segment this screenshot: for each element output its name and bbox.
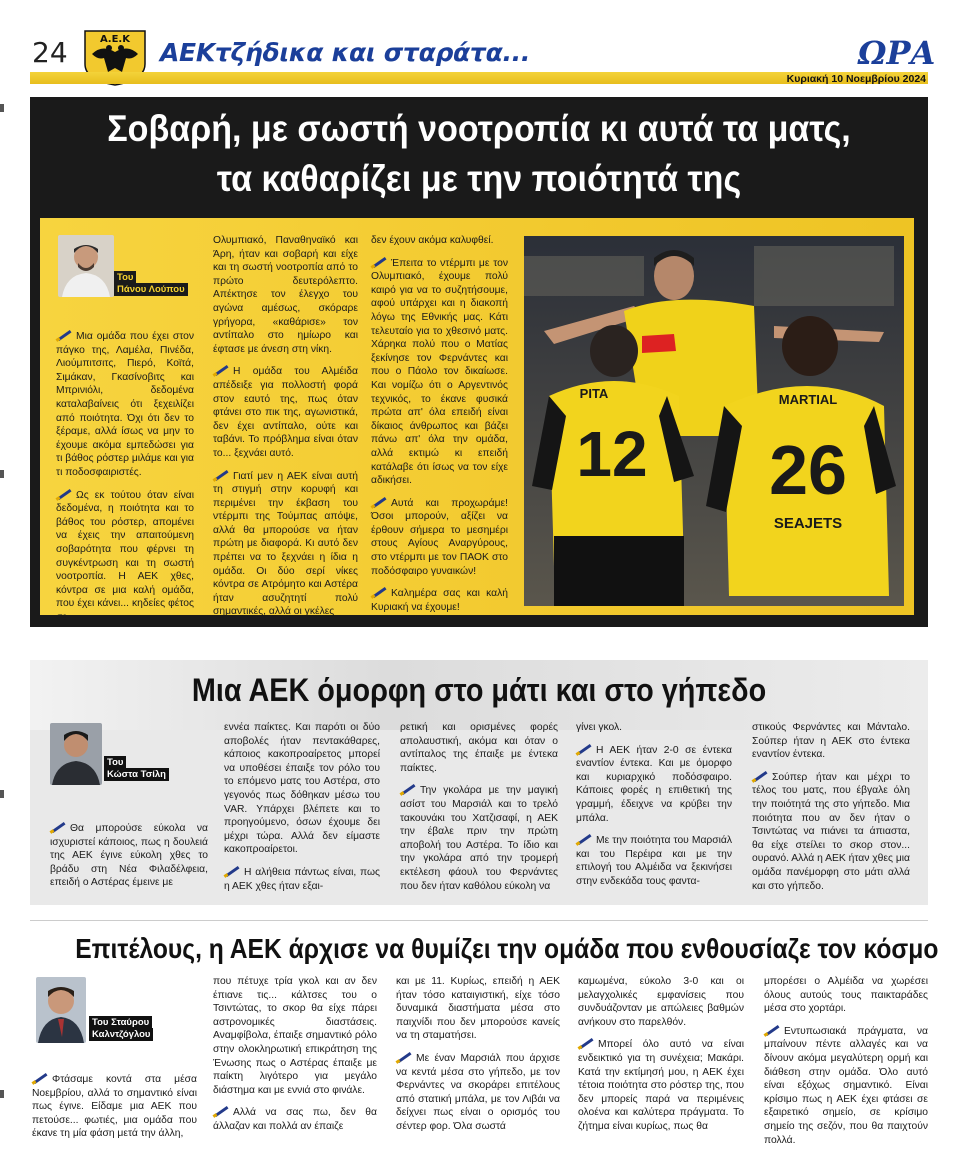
paragraph: Καλημέρα σας και καλή Κυριακή να έχουμε! [371, 588, 508, 613]
pen-icon [578, 1037, 594, 1049]
newspaper-brand: ΩΡΑ [858, 34, 936, 72]
headline-line-2: τα καθαρίζει με την ποιότητά της [216, 158, 742, 199]
divider [30, 920, 928, 921]
paragraph: Η αλήθεια πάντως είναι, πως η ΑΕΚ χθες ήταν εξαι- [224, 866, 380, 892]
paragraph: Η ομάδα του Αλμέιδα απέδειξε για πολλοστή φορά στον εαυτό της, πως όταν φτάνει στο πικ της, αγωνιστικά, δεν έχει αντίπαλο, ούτε και ταβάνι. Το πρόβλημα είναι όταν το... ξεχνάει αυτό. [213, 366, 358, 459]
article-3-column-5 [764, 975, 928, 1147]
paragraph: Ολυμπιακό, Παναθηναϊκό και Άρη, ήταν και σοβαρή και είχε και τη σωστή νοοτροπία από το πρώτο δευτερόλεπτο. Απέκτησε τον έλεγχο του αγώνα αμέσως, σκόραρε γρήγορα, «καθάρισε» τον αντίπαλο στο ημίωρο και έφτασε με άνεση στη νίκη. [213, 235, 358, 355]
article-2-column-1 [50, 821, 208, 890]
article-2-column-5 [752, 721, 910, 893]
author-name: Καλντζόγλου [89, 1028, 153, 1041]
author-prefix: Του [114, 271, 136, 284]
margin-mark [0, 790, 4, 798]
paragraph: Αυτά και προχωράμε! Όσοι μπορούν, αξίζει να έρθουν σήμερα το μεσημέρι στους Αγίους Αναργύρους, στο ντέρμπι με τον ΠΑΟΚ στο ποδόσφαιρο γυναικών! [371, 497, 508, 577]
paragraph: Σούπερ ήταν και μέχρι το τέλος του ματς, που έβγαλε όλη την ποιότητά της στο γήπεδο. Μια ποιότητα που αν δεν ήταν ο Τσιντώτας να πιάνει τα άπιαστα, θα είχε στείλει το σκορ στον... ουρανό. Αλλά η ΑΕΚ ήταν χθες μια ομάδα πανέμορφη στο μάτι αλλά και στο γήπεδο. [752, 771, 910, 892]
margin-mark [0, 104, 4, 112]
article-3-column-4 [578, 975, 744, 1134]
paragraph: Θα μπορούσε εύκολα να ισχυριστεί κάποιος, πως η δουλειά της ΑΕΚ έγινε εύκολη χθες το βράδυ στη Νέα Φιλαδέλφεια, επειδή ο Αστέρας έμεινε με [50, 823, 208, 889]
article-2-column-4 [576, 721, 732, 889]
pen-icon [50, 821, 66, 833]
jersey-number-left: 12 [576, 418, 648, 490]
match-photo [524, 236, 904, 606]
paragraph: Η ΑΕΚ ήταν 2-0 σε έντεκα εναντίον έντεκα. Και με όμορφο και κυριαρχικό ποδόσφαιρο. Κάποιες φορές η επιθετική της γραμμή, έδειχνε να κρύβει την μπάλα. [576, 744, 732, 824]
paragraph: που πέτυχε τρία γκολ και αν δεν έπιανε τις... κάλτσες του ο Τσιντώτας, το σκορ θα είχε πάρει αστρονομικές διαστάσεις. Αναμφίβολα, έπαιξε σημαντικό ρόλο στην ολοκληρωτική επικράτηση της Ένωσης πως ο Αστέρας έπαιξε με παίκτη λιγότερο για μεγάλο διάστημα και με εννιά στο φινάλε. [213, 976, 377, 1096]
logo-text: Α.Ε.Κ [100, 34, 130, 45]
paragraph: καμωμένα, εύκολο 3-0 και οι μελαγχολικές εμφανίσεις που συνδυάζονταν με απώλειες βαθμών ανήκουν στο παρελθόν. [578, 976, 744, 1028]
jersey-name-right: MARTIAL [778, 392, 838, 407]
paragraph: Μια ομάδα που έχει στον πάγκο της, Λαμέλα, Πινέδα, Λιούμπιτσιτς, Πιερό, Κοϊτά, Σιμάκαν, Γκασίνοβιτς και Μπρινιόλι, δεδομένα καταλαβαίνεις ότι ξεχειλίζει από ποιότητα. Όχι ότι δεν το ξέραμε, αλλά ίσως να μην το έχουμε ακόμα εμπεδώσει για τι βάθος ρόστερ μιλάμε και για τι ποδοσφαιριστές. [56, 331, 194, 478]
pen-icon [576, 833, 592, 845]
paragraph: Ως εκ τούτου όταν είναι δεδομένα, η ποιότητα και το βάθος του ρόστερ, απομένει να έχεις την απαιτούμενη σοβαρότητα που φέρνει τη συγκέντρωση και τη σωστή νοοτροπία. Η ΑΕΚ χθες, κόντρα σε μια καλή ομάδα, που έχει κάνει... κηδείες φέτος σε [56, 489, 194, 623]
article-1-column-2 [213, 234, 358, 619]
author-name: Κώστα Τσίλη [104, 768, 169, 781]
paragraph: στικούς Φερνάντες και Μάνταλο. Σούπερ ήταν η ΑΕΚ στο έντεκα εναντίον έντεκα. [752, 722, 910, 761]
article-3-column-3 [396, 975, 560, 1134]
author-avatar [58, 235, 114, 297]
author-name: Πάνου Λούπου [114, 283, 188, 296]
pen-icon [213, 1105, 229, 1117]
pen-icon [396, 1051, 412, 1063]
headline-line-1: Σοβαρή, με σωστή νοοτροπία κι αυτά τα ματς, [107, 108, 851, 149]
pen-icon [56, 488, 72, 500]
margin-mark [0, 1090, 4, 1098]
jersey-sponsor: SEAJETS [773, 515, 843, 532]
paragraph: Με την ποιότητα του Μαρσιάλ και του Περέιρα και με την επιλογή του Αλμέιδα να ξεκινήσει στην ενδεκάδα τους φαντα- [576, 835, 732, 887]
pen-icon [371, 496, 387, 508]
pen-icon [400, 783, 416, 795]
pen-icon [213, 469, 229, 481]
pen-icon [576, 743, 592, 755]
paragraph: ρετική και ορισμένες φορές απολαυστική, ακόμα και όταν ο αντίπαλος της έπαιξε με έντεκα παίκτες. [400, 722, 558, 774]
jersey-name-left: PITA [579, 386, 609, 401]
article-1-headline [66, 104, 892, 204]
issue-date: Κυριακή 10 Νοεμβρίου 2024 [786, 73, 926, 85]
paragraph: Μπορεί όλο αυτό να είναι ενδεικτικό για τη συνέχεια; Μακάρι. Κατά την εκτίμησή μου, η ΑΕΚ έχει τέτοια ποιότητα στο ρόστερ της, που δεν μπορείς παρά να περιμένεις ολοένα και καλύτερα πράγματα. Το ζήτημα είναι κυρίως, πως θα [578, 1039, 744, 1132]
paragraph: δεν έχουν ακόμα καλυφθεί. [371, 235, 494, 246]
author-avatar [36, 977, 86, 1043]
paragraph: Γιατί μεν η ΑΕΚ είναι αυτή τη στιγμή στην κορυφή και περιμένει την έκβαση του ντέρμπι της Τούμπας απόψε, αλλά θα μπορούσε να ήταν πρώτη με διαφορά. Κι αυτό δεν πρέπει να το ξεχνάει η ίδια η ομάδα. Οι δύο σερί νίκες κόντρα σε Ατρόμητο και Αστέρα ήταν ασυζητητί πολύ σημαντικές, αλλά οι γκέλες [213, 470, 358, 618]
pen-icon [371, 256, 387, 268]
pen-icon [752, 770, 768, 782]
paragraph: Φτάσαμε κοντά στα μέσα Νοεμβρίου, αλλά το σημαντικό είναι πως έγινε. Είδαμε μια ΑΕΚ που πετούσε... φωτιές, μια ομάδα που έκανε τη μία φάση μετά την άλλη, [32, 1074, 197, 1140]
paragraph: και με 11. Κυρίως, επειδή η ΑΕΚ ήταν τόσο καταιγιστική, είχε τόσο δυναμικά διαστήματα μέσα στο παιχνίδι που δεν μπορούσε κανείς να τη σταματήσει. [396, 976, 560, 1042]
margin-mark [0, 470, 4, 478]
article-2-column-2 [224, 721, 380, 893]
pen-icon [56, 329, 72, 341]
paragraph: εννέα παίκτες. Και παρότι οι δύο αποβολές ήταν πεντακάθαρες, κάποιος κακοπροαίρετος μπορεί να υποθέσει έπαιξε τον ρόλο του το επόμενο ματς του Αστέρα, στο γεγονός πως δόθηκαν μέσω του VAR. Υπάρχει βλέπετε και το προηγούμενο, όσων έχουμε δει μέχρι τώρα. Αλλά δεν είμαστε κακοπροαίρετοι. [224, 722, 380, 856]
pen-icon [213, 364, 229, 376]
pen-icon [224, 865, 240, 877]
section-title: ΑΕΚτζήδικα και σταράτα... [160, 38, 531, 67]
page-number: 24 [32, 36, 68, 69]
paragraph: Έπειτα το ντέρμπι με τον Ολυμπιακό, έχουμε πολύ καιρό για να το συζητήσουμε, αφού υπάρχει και η διακοπή λόγω της Εθνικής μας. Κάτι τελευταίο για το χθεσινό ματς. Χάρηκα πολύ που ο Ματίας ξεκίνησε τον Φερνάντες και που ο Πάολο τον δικαίωσε. Και νομίζω ότι ο Αργεντινός τεχνικός, το έκανε φυσικά πρώτα απ' όλα επειδή είναι δίκαιος άνθρωπος και βάζει πάνω απ' όλα την ομάδα, αλλά εκτιμώ κι επειδή κατάλαβε ότι ίσως να τον είχε αδικήσει. [371, 257, 508, 487]
paragraph: Την γκολάρα με την μαγική ασίστ του Μαρσιάλ και το τρελό τακουνάκι του Χατζισαφί, η ΑΕΚ την έβαλε πριν την πρώτη αποβολή του Αστέρα. Το ίδιο και την γκολάρα από την τρομερή εκτέλεση φάουλ του Φερνάντες που δεν ήταν καθόλου εύκολη να [400, 785, 558, 892]
author-prefix: Του [104, 756, 126, 769]
article-1-column-1 [56, 329, 194, 624]
article-2-column-3 [400, 721, 558, 893]
pen-icon [32, 1072, 48, 1084]
jersey-number-right: 26 [769, 431, 847, 509]
pen-icon [371, 586, 387, 598]
paragraph: γίνει γκολ. [576, 722, 623, 733]
pen-icon [764, 1024, 780, 1036]
author-prefix: Του Σταύρου [89, 1016, 152, 1029]
article-3-column-1 [32, 1072, 197, 1141]
article-1-column-3 [371, 234, 508, 614]
paragraph: μπορέσει ο Αλμέιδα να χωρέσει όλους αυτούς τους παικταράδες μέσα στο χορτάρι. [764, 976, 928, 1015]
paragraph: Με έναν Μαρσιάλ που άρχισε να κεντά μέσα στο γήπεδο, με τον Φερνάντες να σκοράρει επιτέλους από στατική μπάλα, με τον Λιβάι να δείχνει πως είναι ο ορισμός του σέντερ φορ. Όλα σωστά [396, 1052, 560, 1132]
paragraph: Αλλά να σας πω, δεν θα άλλαζαν και πολλά αν έπαιζε [213, 1107, 377, 1132]
author-avatar [50, 723, 102, 785]
paragraph: Εντυπωσιακά πράγματα, να μπαίνουν πέντε αλλαγές και να δίνουν ακόμα μεγαλύτερη ορμή και διάθεση στην ομάδα. Όλο αυτό είναι εξόχως σημαντικό. Είναι κρίσιμο πως η ΑΕΚ έχει φτάσει σε εξαιρετικό σημείο, σε κρίσιμο σημείο της σεζόν, που θα παιχτούν πολλά. [764, 1025, 928, 1146]
article-3-headline: Επιτέλους, η ΑΕΚ άρχισε να θυμίζει την ομάδα που ενθουσίαζε τον κόσμο [75, 933, 939, 964]
article-2-headline: Μια ΑΕΚ όμορφη στο μάτι και στο γήπεδο [191, 672, 767, 708]
article-3-column-2 [213, 975, 377, 1134]
